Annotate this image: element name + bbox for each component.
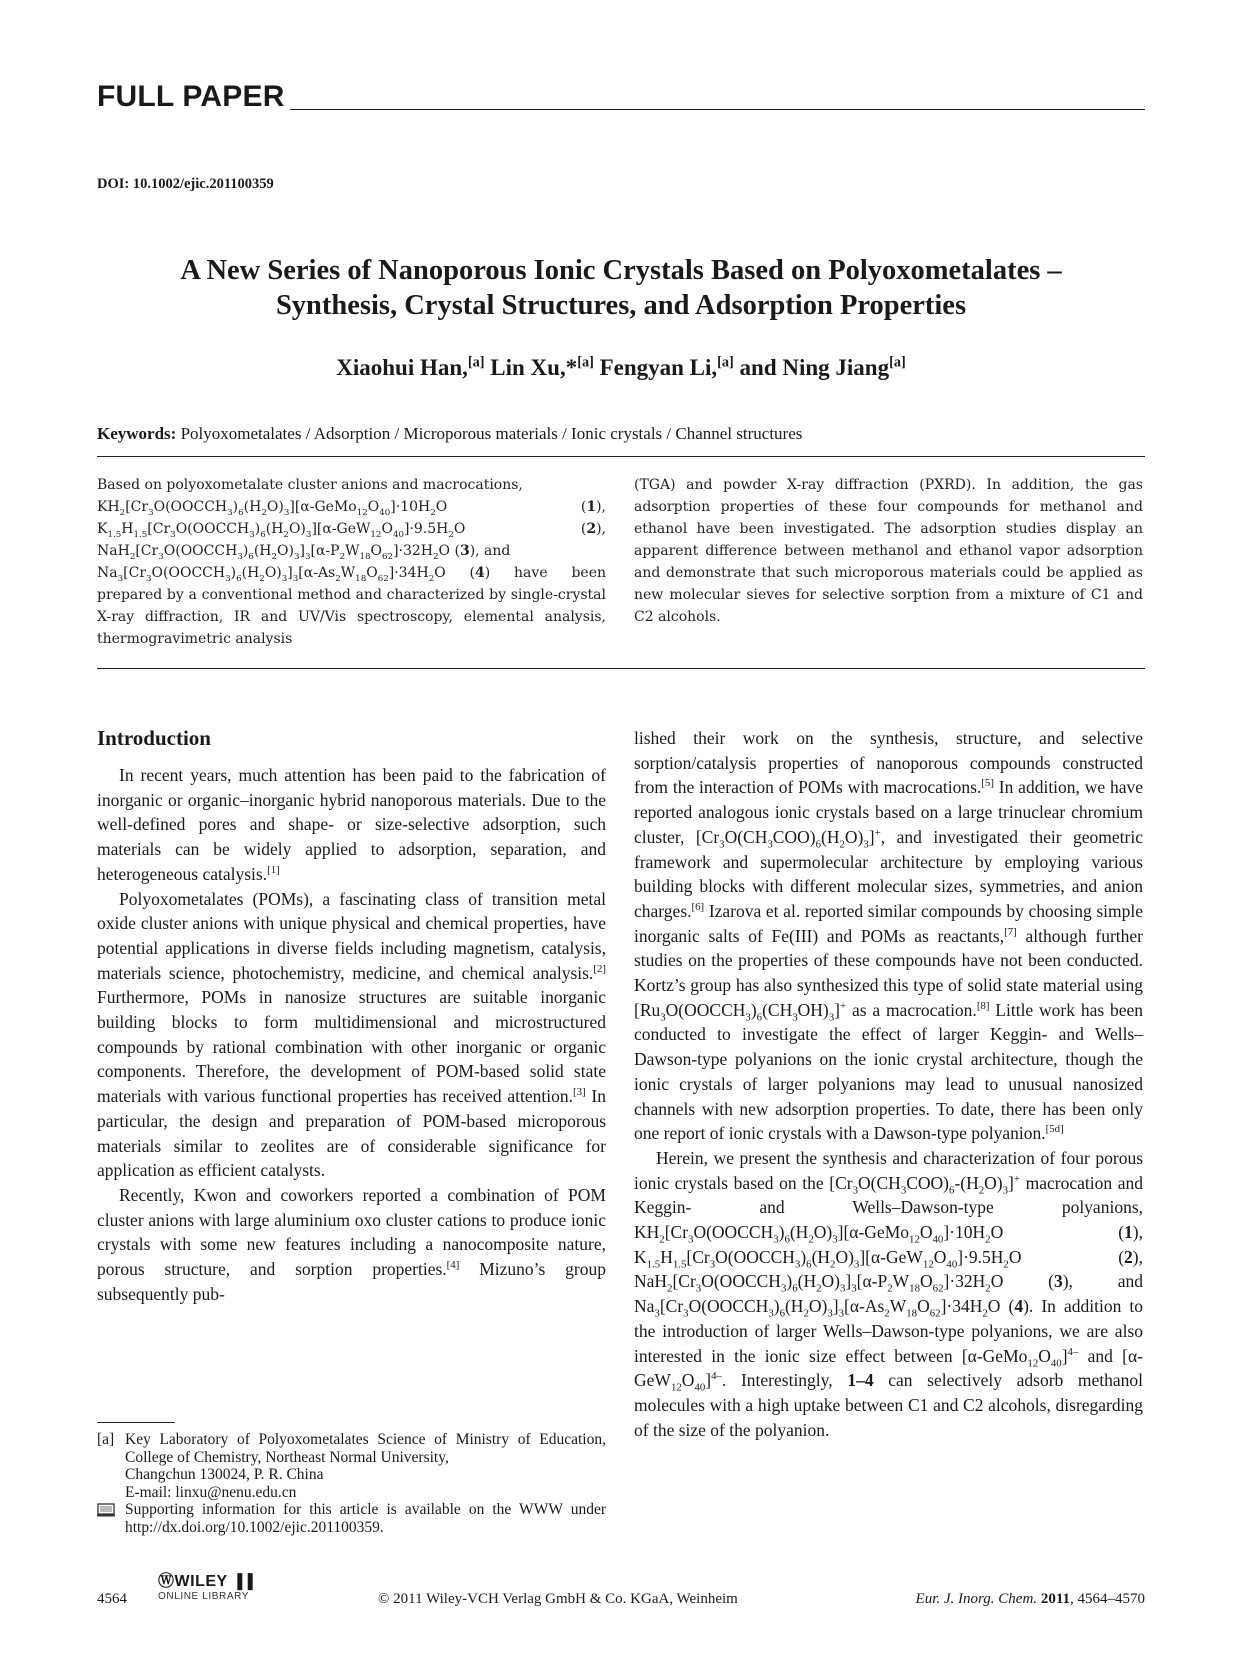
section-type-label: FULL PAPER (97, 80, 285, 113)
affiliation-footnote: [a] Key Laboratory of Polyoxometalates Science of Ministry of Education, College of Chemistry, Northeast Normal University, Changchun 130024, P. R. China E-mail: linxu@nenu.edu.cn (97, 1431, 606, 1501)
article-title (97, 253, 1145, 323)
body-right-column (634, 726, 1143, 1442)
author-3-aff: [a] (717, 354, 734, 371)
abstract-right: (TGA) and powder X-ray diffraction (PXRD). In addition, the gas adsorption properties of these four compounds for methanol and ethanol have been investigated. The adsorption studies display an apparent difference between methanol and ethanol vapor adsorption and demonstrate that such microporous materials could be applied as new molecular sieves for selective sorption from a mixture of C1 and C2 alcohols. (634, 477, 1143, 625)
formula-2: $K_{1.5}H_{1.5}[Cr_3O(OOCCH_3)_6(H_2O)_3][\alpha-GeW_{12}O_{40}]\cdot 9.5H_2O$ (2), (97, 521, 606, 540)
author-4-aff: [a] (889, 354, 906, 371)
author-1-aff: [a] (467, 354, 485, 371)
abstract-left (97, 474, 606, 650)
keywords (97, 424, 802, 444)
author-3: Fengyan Li, (599, 355, 718, 380)
formula-4: $Na_3[Cr_3O(OOCCH_3)_6(H_2O)_3]_3[\alpha-As_2W_{18}O_{62}]\cdot 34H_2O$ (4) have (97, 565, 548, 584)
affiliation-city: Changchun 130024, P. R. China (125, 1466, 324, 1483)
keywords-text: Polyoxometalates / Adsorption / Microporous materials / Ionic crystals / Channel structures (180, 424, 803, 443)
author-4: and Ning Jiang (739, 355, 890, 380)
abstract-rule-top (97, 456, 1145, 457)
author-list (97, 355, 1145, 381)
page-number: 4564 (97, 1591, 127, 1607)
supporting-info-footnote: Supporting information for this article is available on the WWW under http://dx.doi.org/10.1002/ejic.201100359. (97, 1501, 606, 1536)
formula-3: $NaH_2[Cr_3O(OOCCH_3)_6(H_2O)_3]_3[\alpha-P_2W_{18}O_{62}]\cdot 32H_2O$ (3), and (97, 543, 511, 562)
wiley-mark-icon: Ⓦ (158, 1573, 175, 1590)
paragraph-3-continued: lished their work on the synthesis, structure, and selective sorption/catalysis properties of nanoporous compounds constructed from the interaction of POMs with macrocations.[5] In addition, we have reported analogous ionic crystals based on a large trinuclear chromium cluster, $[Cr_3O(CH_3COO)_6(H_2O)_3]^+$, and investigated their geometric framework and supermolecular architecture by employing various building blocks with different molecular sizes, symmetries, and anion charges.[6] Izarova et al. reported similar compounds by choosing simple inorganic salts of Fe(III) and POMs as reactants,[7] although further studies on the properties of these compounds have not been conducted. Kortz’s group has also synthesized this type of solid state material using $[Ru_3O(OOCCH_3)_6(CH_3OH)_3]^+$ as a macrocation.[8] Little work has been conducted to investigate the effect of larger Keggin- and Wells–Dawson-type polyanions on the ionic crystal architecture, though the ionic crystals of larger polyanions may lead to unusual nanosized channels with new adsorption properties. To date, there has been only one report of ionic crystals with a Dawson-type polyanion.[5d] (634, 728, 1144, 1144)
paragraph-3: Recently, Kwon and coworkers reported a combination of POM cluster anions with large aluminium oxo cluster cations to produce ionic crystals with some new features including a nanocomposite nature, porous structure, and sorption properties.[4] Mizuno’s group subsequently pub- (97, 1184, 607, 1304)
journal-citation: Eur. J. Inorg. Chem. 2011, 4564–4570 (915, 1591, 1145, 1607)
paragraph-2: Polyoxometalates (POMs), a fascinating class of transition metal oxide cluster anions with unique physical and chemical properties, have potential applications in diverse fields including magnetism, catalysis, materials science, photochemistry, medicine, and chemical analysis.[2] Furthermore, POMs in nanosize structures are suitable inorganic building blocks to form multidimensional and microstructured compounds by rational combination with other inorganic or organic components. Therefore, the development of POM-based solid state materials with various functional properties has received attention.[3] In particular, the design and preparation of POM-based microporous materials similar to zeolites are of considerable significance for application as efficient catalysts. (97, 888, 606, 1181)
title-line-1: A New Series of Nanoporous Ionic Crystals Based on Polyoxometalates – (180, 255, 1062, 286)
affiliation-text: Key Laboratory of Polyoxometalates Science of Ministry of Education, College of Chemistry, Northeast Normal University, (125, 1431, 606, 1466)
footnotes (97, 1431, 606, 1536)
author-2-aff: [a] (577, 354, 594, 371)
author-1: Xiaohui Han, (336, 355, 468, 380)
supporting-info-icon (97, 1503, 115, 1517)
title-line-2: Synthesis, Crystal Structures, and Adsorption Properties (275, 290, 967, 321)
abstract-rule-bottom (97, 668, 1145, 669)
copyright: © 2011 Wiley-VCH Verlag GmbH & Co. KGaA, Weinheim (378, 1591, 738, 1607)
header-rule (290, 109, 1145, 110)
body-left-column (97, 763, 606, 1306)
affiliation-email[interactable]: E-mail: linxu@nenu.edu.cn (125, 1483, 297, 1501)
author-2: Lin Xu,* (490, 355, 578, 380)
paragraph-4: Herein, we present the synthesis and characterization of four porous ionic crystals based on the $[Cr_3O(CH_3COO)_6-(H_2O)_3]^+$ macrocation and Keggin- and Wells–Dawson-type polyanions, $KH_2[Cr_3O(OOCCH_3)_6(H_2O)_3][\alpha-GeMo_{12}O_{40}]\cdot 10H_2O$ (1), $K_{1.5}H_{1.5}[Cr_3O(OOCCH_3)_6(H_2O)_3][\alpha-GeW_{12}O_{40}]\cdot 9.5H_2O$ (2), $NaH_2[Cr_3O(OOCCH_3)_6(H_2O)_3]_3[\alpha-P_2W_{18}O_{62}]\cdot 32H_2O$ (3), and $Na_3[Cr_3O(OOCCH_3)_6(H_2O)_3]_3[\alpha-As_2W_{18}O_{62}]\cdot 34H_2O$ (4). In addition to the introduction of larger Wells–Dawson-type polyanions, we are also interested in the ionic size effect between $[\alpha-GeMo_{12}O_{40}]^{4-}$ and $[\alpha-GeW_{12}O_{40}]^{4-}$. Interestingly, 1–4 can selectively adsorb methanol molecules with a high uptake between C1 and C2 alcohols, disregarding of the size of the polyanion. (634, 1147, 1144, 1440)
keywords-label: Keywords: (97, 424, 177, 443)
section-heading: Introduction (97, 726, 211, 750)
paragraph-1: In recent years, much attention has been paid to the fabrication of inorganic or organic–inorganic hybrid nanoporous materials. Due to the well-defined pores and shape- or size-selective adsorption, such materials can be widely applied to adsorption, separation, and heterogeneous catalysis.[1] (97, 765, 606, 884)
wiley-logo: ⓌWILEY ▐▐ ONLINE LIBRARY (158, 1573, 254, 1602)
abstract-intro: Based on polyoxometalate cluster anions and macrocations, (97, 477, 523, 493)
abstract-left-tail: been prepared by a conventional method and characterized by single-crystal X-ray diffraction, IR and UV/Vis spectroscopy, elemental analysis, thermogravimetric analysis (97, 565, 607, 647)
doi: DOI: 10.1002/ejic.201100359 (97, 176, 274, 192)
formula-1: $KH_2[Cr_3O(OOCCH_3)_6(H_2O)_3][\alpha-GeMo_{12}O_{40}]\cdot 10H_2O$ (1), (97, 499, 606, 518)
footnote-rule (97, 1422, 175, 1423)
